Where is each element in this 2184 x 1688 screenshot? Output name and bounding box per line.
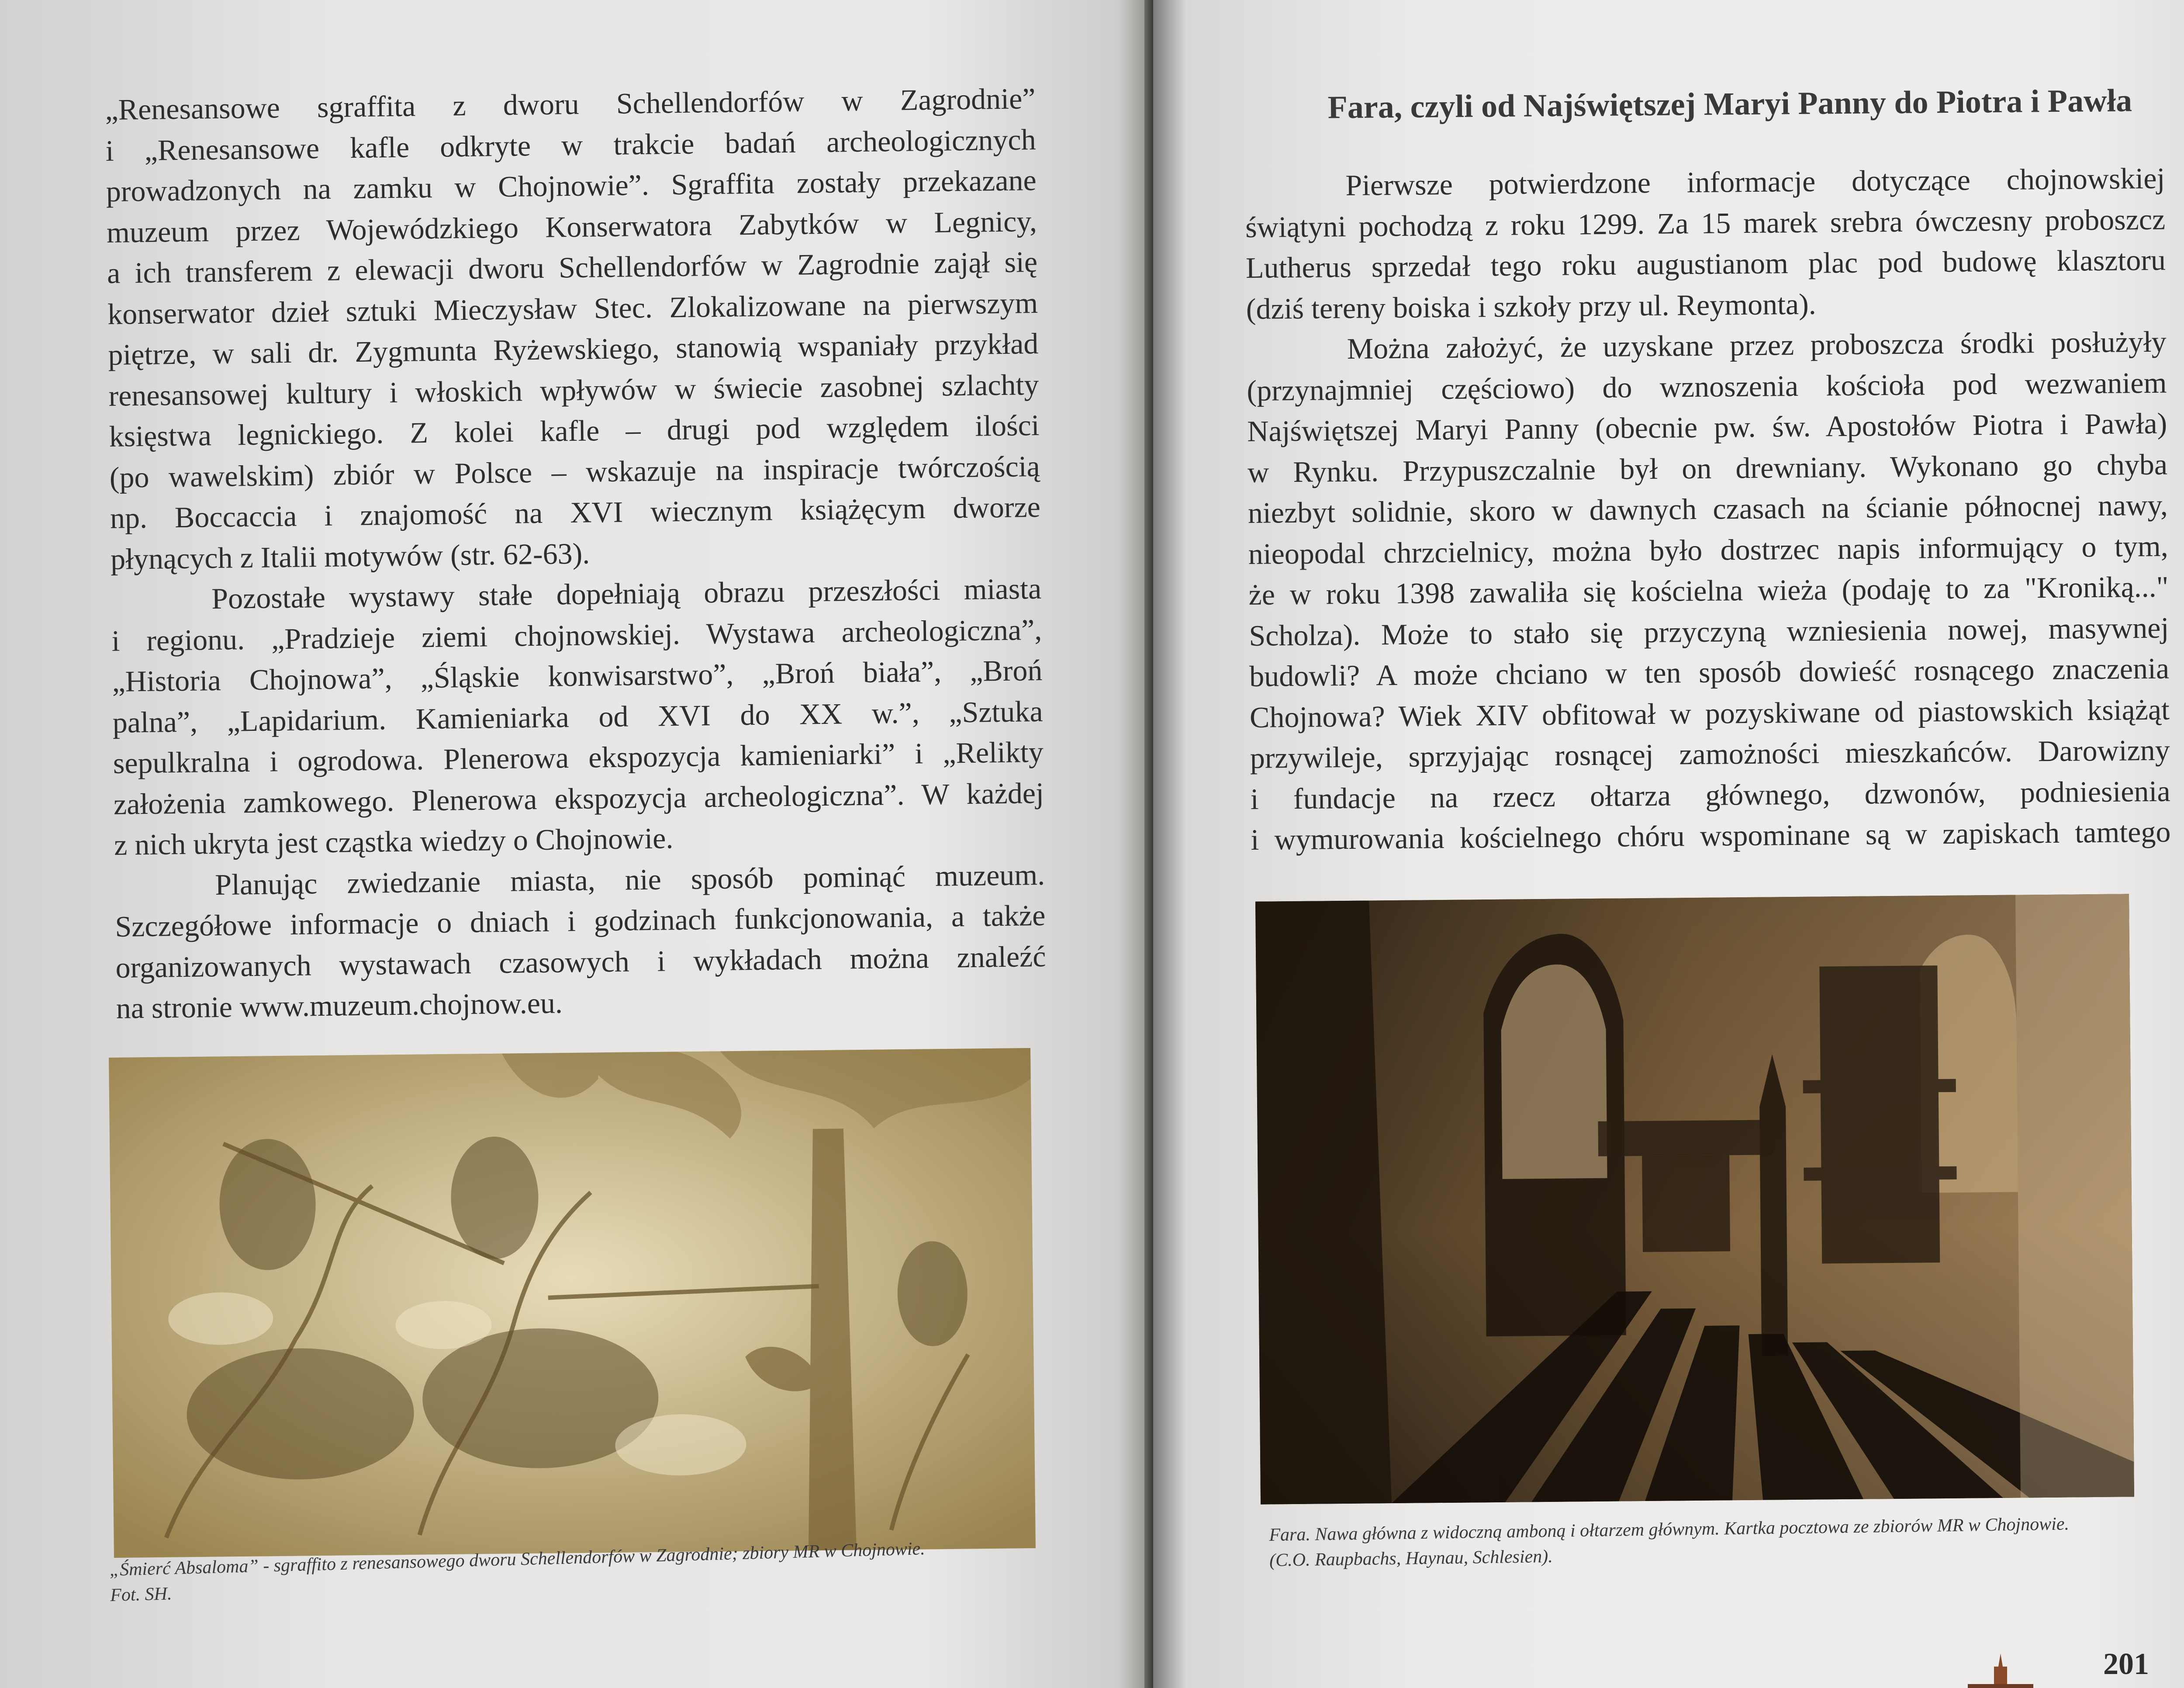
text-line: i wymurowania kościelnego chóru wspominane są w zapiskach tamtego xyxy=(1251,815,2171,856)
text-line: a ich transferem z elewacji dworu Schellendorfów w Zagrodnie zajął się xyxy=(107,245,1038,290)
text-line: z nich ukryta jest cząstka wiedzy o Chojnowie. xyxy=(114,821,674,861)
left-paragraph-1 xyxy=(105,78,1041,580)
text-line: np. Boccaccia i znajomość na XVI wiecznym książęcym dworze xyxy=(110,490,1041,535)
text-line: na stronie www.muzeum.chojnow.eu. xyxy=(116,986,563,1025)
text-line: muzeum przez Wojewódzkiego Konserwatora Zabytków w Legnicy, xyxy=(106,204,1037,249)
text-line: Pozostałe wystawy stałe dopełniają obrazu przeszłości miasta xyxy=(211,571,1042,616)
left-body-text xyxy=(105,78,1047,1029)
church-interior-illustration xyxy=(1255,894,2134,1504)
right-paragraph-1 xyxy=(1245,158,2166,329)
text-line: Chojnowa? Wiek XIV obfitował w pozyskiwane od piastowskich książąt xyxy=(1249,692,2170,734)
text-line: Planując zwiedzanie miasta, nie sposób pominąć muzeum. xyxy=(214,858,1045,901)
text-line: „Renesansowe sgraffita z dworu Schellendorfów w Zagrodnie” xyxy=(105,81,1036,126)
text-line: i fundacje na rzecz ołtarza głównego, dzwonów, podniesienia xyxy=(1250,774,2170,816)
caption-line: „Śmierć Absaloma” - sgraffito z renesansowego dworu Schellendorfów w Zagrodnie; zbiory MR w Chojnowie. xyxy=(109,1539,926,1580)
church-nave-photo xyxy=(1255,894,2134,1504)
text-line: (po wawelskim) zbiór w Polsce – wskazuje na inspiracje twórczością xyxy=(109,449,1040,494)
text-line: i „Renesansowe kafle odkryte w trakcie badań archeologicznych xyxy=(105,122,1037,167)
right-body-text xyxy=(1245,158,2171,861)
text-line: że w roku 1398 zawaliła się kościelna wieża (podaję to za "Kroniką..." xyxy=(1248,570,2169,611)
text-line: przywileje, sprzyjając rosnącej zamożności mieszkańców. Darowizny xyxy=(1250,733,2170,775)
right-paragraph-2 xyxy=(1246,322,2171,861)
text-line: w Rynku. Przypuszczalnie był on drewniany. Wykonano go chyba xyxy=(1247,447,2168,489)
text-line: palna”, „Lapidarium. Kamieniarka od XVI do XX w.”, „Sztuka xyxy=(112,694,1044,739)
church-tower-ornament-icon xyxy=(1968,1649,2033,1688)
text-line: Scholza). Może to stało się przyczyną wzniesienia nowej, masywnej xyxy=(1249,611,2169,652)
right-page xyxy=(1153,0,2184,1688)
text-line: konserwator dzieł sztuki Mieczysław Stec. Zlokalizowane na pierwszym xyxy=(107,286,1038,331)
church-photo-caption xyxy=(1269,1511,2070,1573)
text-line: Najświętszej Maryi Panny (obecnie pw. św. Apostołów Piotra i Pawła) xyxy=(1247,406,2167,448)
left-paragraph-3 xyxy=(114,854,1047,1029)
text-line: księstwa legnickiego. Z kolei kafle – drugi pod względem ilości xyxy=(109,408,1040,453)
text-line: Szczegółowe informacje o dniach i godzinach funkcjonowania, a także xyxy=(114,898,1046,943)
text-line: niezbyt solidnie, skoro w dawnych czasach na ścianie północnej nawy, xyxy=(1248,488,2168,529)
page-number: 201 xyxy=(2103,1647,2149,1681)
text-line: piętrze, w sali dr. Zygmunta Ryżewskiego, stanowią wspaniały przykład xyxy=(107,326,1039,371)
chapter-title: Fara, czyli od Najświętszej Maryi Panny do Piotra i Pawła xyxy=(1327,83,2132,126)
text-line: renesansowej kultury i włoskich wpływów w świecie zasobnej szlachty xyxy=(108,367,1039,412)
text-line: płynących z Italii motywów (str. 62-63). xyxy=(110,536,590,576)
text-line: Pierwsze potwierdzone informacje dotyczące chojnowskiej xyxy=(1345,161,2165,202)
text-line: założenia zamkowego. Plenerowa ekspozycja archeologiczna”. W każdej xyxy=(113,776,1044,821)
text-line: nieopodal chrzcielnicy, można było dostrzec napis informujący o tym, xyxy=(1248,529,2168,571)
text-line: prowadzonych na zamku w Chojnowie”. Sgraffita zostały przekazane xyxy=(106,163,1037,208)
text-line: Można założyć, że uzyskane przez proboszcza środki posłużyły xyxy=(1347,325,2167,365)
caption-line: Fot. SH. xyxy=(110,1584,172,1605)
caption-line: (C.O. Raupbachs, Haynau, Schlesien). xyxy=(1269,1546,1553,1570)
sgraffito-photo xyxy=(109,1048,1036,1558)
text-line: „Historia Chojnowa”, „Śląskie konwisarstwo”, „Broń biała”, „Broń xyxy=(112,653,1043,698)
text-line: budowli? A może chciano w ten sposób dowieść rosnącego znaczenia xyxy=(1249,651,2170,693)
text-line: sepulkralna i ogrodowa. Plenerowa ekspozycja kamieniarki” i „Relikty xyxy=(113,735,1044,780)
caption-line: Fara. Nawa główna z widoczną amboną i ołtarzem głównym. Kartka pocztowa ze zbiorów MR w Chojnowie. xyxy=(1269,1514,2070,1545)
text-line: organizowanych wystawach czasowych i wykładach można znaleźć xyxy=(115,939,1046,984)
text-line: (dziś tereny boiska i szkoły przy ul. Reymonta). xyxy=(1246,287,1817,325)
text-line: i regionu. „Pradzieje ziemi chojnowskiej. Wystawa archeologiczna”, xyxy=(111,612,1042,657)
text-line: (przynajmniej częściowo) do wznoszenia kościoła pod wezwaniem xyxy=(1247,366,2167,407)
left-paragraph-2 xyxy=(111,568,1045,865)
text-line: Lutherus sprzedał tego roku augustianom plac pod budowę klasztoru xyxy=(1245,243,2166,284)
text-line: świątyni pochodzą z roku 1299. Za 15 marek srebra ówczesny proboszcz xyxy=(1245,202,2166,244)
sgraffito-illustration xyxy=(109,1048,1036,1558)
